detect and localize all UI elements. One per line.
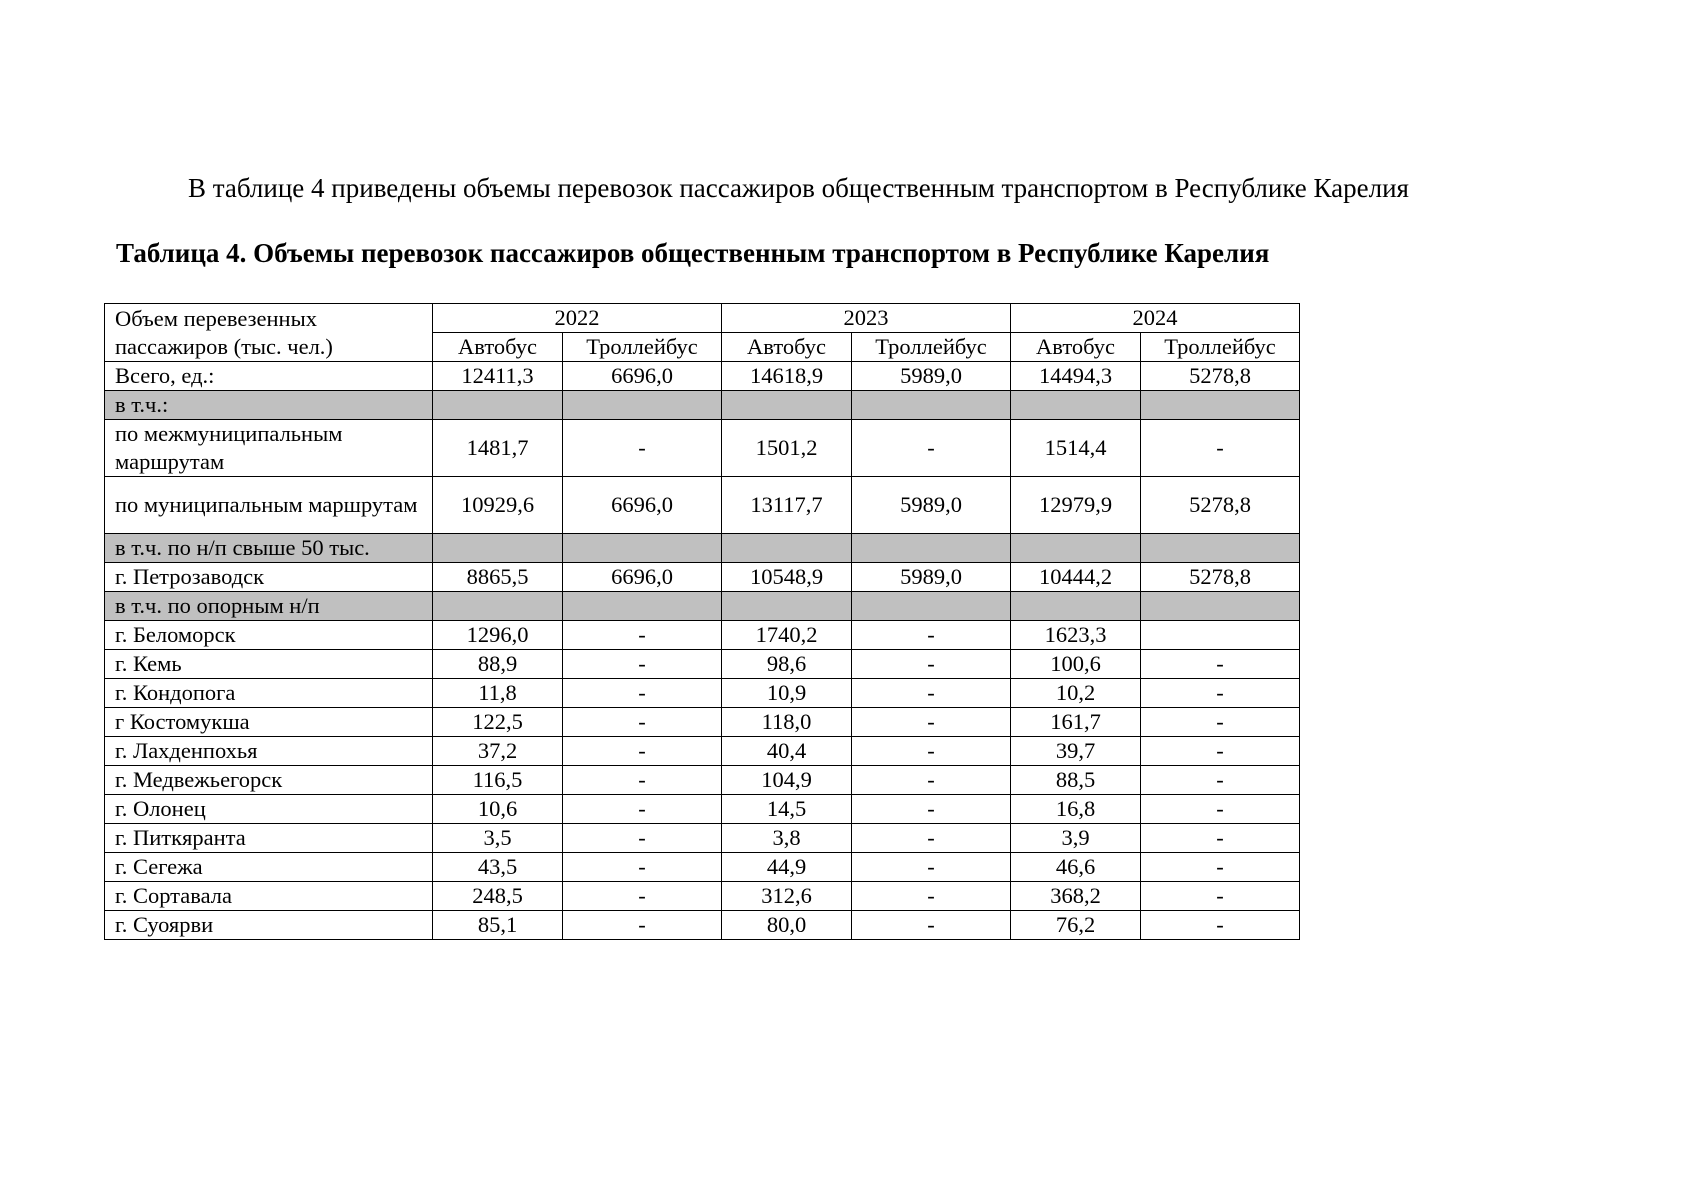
table-cell: 5278,8	[1141, 563, 1300, 592]
table-cell	[1011, 592, 1141, 621]
table-cell: 10,2	[1011, 679, 1141, 708]
row-label: г. Сегежа	[105, 853, 433, 882]
table-row	[105, 853, 1300, 882]
table-cell: 13117,7	[722, 477, 852, 534]
table-cell: -	[563, 766, 722, 795]
table-cell	[722, 592, 852, 621]
row-label: в т.ч. по опорным н/п	[105, 592, 433, 621]
table-body	[105, 362, 1300, 940]
table-cell: 1481,7	[433, 420, 563, 477]
table-row	[105, 795, 1300, 824]
table-cell: 14,5	[722, 795, 852, 824]
table-cell: 116,5	[433, 766, 563, 795]
table-row	[105, 766, 1300, 795]
table-cell: 88,9	[433, 650, 563, 679]
transport-header: Троллейбус	[852, 333, 1011, 362]
table-cell: 5989,0	[852, 362, 1011, 391]
table-cell: -	[563, 708, 722, 737]
table-cell: -	[1141, 420, 1300, 477]
transport-header: Автобус	[433, 333, 563, 362]
table-cell: 8865,5	[433, 563, 563, 592]
table-cell	[1141, 592, 1300, 621]
table-cell: 10929,6	[433, 477, 563, 534]
table-cell: 368,2	[1011, 882, 1141, 911]
table-cell	[852, 534, 1011, 563]
table-cell: 39,7	[1011, 737, 1141, 766]
row-label: г Костомукша	[105, 708, 433, 737]
table-cell: 6696,0	[563, 362, 722, 391]
table-cell: -	[563, 650, 722, 679]
table-cell: -	[1141, 650, 1300, 679]
table-cell: 3,9	[1011, 824, 1141, 853]
table-cell: -	[852, 795, 1011, 824]
row-label: г. Медвежьегорск	[105, 766, 433, 795]
table-cell: 5989,0	[852, 563, 1011, 592]
header-label: Объем перевезенных пассажиров (тыс. чел.)	[105, 304, 433, 362]
table-cell: -	[852, 420, 1011, 477]
table-cell: -	[563, 911, 722, 940]
table-cell: 40,4	[722, 737, 852, 766]
table-cell	[563, 534, 722, 563]
table-row	[105, 621, 1300, 650]
row-label: г. Лахденпохья	[105, 737, 433, 766]
table-cell: 14618,9	[722, 362, 852, 391]
table-row	[105, 824, 1300, 853]
table-row	[105, 563, 1300, 592]
table-cell: -	[852, 853, 1011, 882]
table-cell: -	[563, 737, 722, 766]
table-cell: 6696,0	[563, 563, 722, 592]
table-cell: -	[1141, 766, 1300, 795]
transport-header: Автобус	[722, 333, 852, 362]
table-cell: 161,7	[1011, 708, 1141, 737]
table-row	[105, 911, 1300, 940]
row-label: в т.ч.:	[105, 391, 433, 420]
table-cell: -	[563, 824, 722, 853]
table-cell	[1141, 391, 1300, 420]
table-cell: 1501,2	[722, 420, 852, 477]
table-row	[105, 592, 1300, 621]
table-cell: -	[1141, 708, 1300, 737]
table-cell	[852, 592, 1011, 621]
table-cell: 3,5	[433, 824, 563, 853]
row-label: по муниципальным маршрутам	[105, 477, 433, 534]
table-cell: -	[852, 882, 1011, 911]
row-label: г. Кондопога	[105, 679, 433, 708]
year-header: 2023	[722, 304, 1011, 333]
table-cell: 16,8	[1011, 795, 1141, 824]
table-cell: -	[852, 708, 1011, 737]
table-cell: 10548,9	[722, 563, 852, 592]
table-cell: -	[1141, 882, 1300, 911]
table-cell	[1141, 621, 1300, 650]
table-cell: 80,0	[722, 911, 852, 940]
table-cell: -	[563, 621, 722, 650]
table-cell: 37,2	[433, 737, 563, 766]
row-label: по межмуниципальным маршрутам	[105, 420, 433, 477]
table-row	[105, 679, 1300, 708]
table-cell: -	[563, 420, 722, 477]
table-cell	[563, 391, 722, 420]
table-cell: -	[1141, 911, 1300, 940]
table-cell: 98,6	[722, 650, 852, 679]
table-cell: -	[852, 737, 1011, 766]
table-cell	[852, 391, 1011, 420]
table-row	[105, 391, 1300, 420]
table-cell: 88,5	[1011, 766, 1141, 795]
table-cell: 100,6	[1011, 650, 1141, 679]
table-cell: 43,5	[433, 853, 563, 882]
table-cell: 44,9	[722, 853, 852, 882]
intro-paragraph: В таблице 4 приведены объемы перевозок пассажиров общественным транспортом в Республике Карелия	[188, 173, 1409, 203]
table-cell	[722, 391, 852, 420]
table-cell: 1514,4	[1011, 420, 1141, 477]
table-cell: -	[563, 853, 722, 882]
transport-header: Автобус	[1011, 333, 1141, 362]
row-label: г. Сортавала	[105, 882, 433, 911]
table-cell: -	[1141, 737, 1300, 766]
table-cell: 1623,3	[1011, 621, 1141, 650]
row-label: г. Беломорск	[105, 621, 433, 650]
table-cell: 104,9	[722, 766, 852, 795]
table-cell: 14494,3	[1011, 362, 1141, 391]
passenger-volume-table	[104, 303, 1300, 940]
table-cell: 6696,0	[563, 477, 722, 534]
year-header: 2024	[1011, 304, 1300, 333]
table-row	[105, 708, 1300, 737]
table-cell: -	[852, 621, 1011, 650]
row-label: в т.ч. по н/п свыше 50 тыс.	[105, 534, 433, 563]
row-label: Всего, ед.:	[105, 362, 433, 391]
table-cell: -	[852, 824, 1011, 853]
table-row	[105, 534, 1300, 563]
table-cell: -	[852, 766, 1011, 795]
table-row	[105, 362, 1300, 391]
table-cell: 85,1	[433, 911, 563, 940]
transport-header: Троллейбус	[563, 333, 722, 362]
table-cell	[722, 534, 852, 563]
table-cell: 76,2	[1011, 911, 1141, 940]
table-cell: -	[563, 795, 722, 824]
table-cell: -	[852, 650, 1011, 679]
transport-header: Троллейбус	[1141, 333, 1300, 362]
table-cell: 5278,8	[1141, 477, 1300, 534]
table-cell	[1011, 534, 1141, 563]
table-row	[105, 477, 1300, 534]
table-cell: -	[852, 911, 1011, 940]
year-header: 2022	[433, 304, 722, 333]
table-cell: 5278,8	[1141, 362, 1300, 391]
table-cell	[433, 534, 563, 563]
row-label: г. Олонец	[105, 795, 433, 824]
table-row	[105, 650, 1300, 679]
table-cell: 12411,3	[433, 362, 563, 391]
row-label: г. Суоярви	[105, 911, 433, 940]
table-cell: 10,6	[433, 795, 563, 824]
table-cell: 5989,0	[852, 477, 1011, 534]
header-row-years	[105, 304, 1300, 333]
table-cell	[433, 391, 563, 420]
table-cell: -	[1141, 679, 1300, 708]
table-cell: 10,9	[722, 679, 852, 708]
table-row	[105, 737, 1300, 766]
table-cell	[1141, 534, 1300, 563]
table-cell: -	[563, 679, 722, 708]
table-caption: Таблица 4. Объемы перевозок пассажиров общественным транспортом в Республике Карелия	[116, 238, 1270, 268]
table-cell: -	[852, 679, 1011, 708]
table-row	[105, 420, 1300, 477]
table-cell	[1011, 391, 1141, 420]
table-cell: 11,8	[433, 679, 563, 708]
table-cell	[563, 592, 722, 621]
table-cell: 46,6	[1011, 853, 1141, 882]
table-cell	[433, 592, 563, 621]
table-cell: 1296,0	[433, 621, 563, 650]
table-cell: -	[1141, 824, 1300, 853]
table-cell: -	[1141, 795, 1300, 824]
table-cell: 3,8	[722, 824, 852, 853]
table-cell: 1740,2	[722, 621, 852, 650]
table-cell: 118,0	[722, 708, 852, 737]
table-cell: 12979,9	[1011, 477, 1141, 534]
row-label: г. Питкяранта	[105, 824, 433, 853]
table-row	[105, 882, 1300, 911]
row-label: г. Кемь	[105, 650, 433, 679]
table-cell: 248,5	[433, 882, 563, 911]
table-cell: -	[563, 882, 722, 911]
table-cell: 312,6	[722, 882, 852, 911]
table-cell: 10444,2	[1011, 563, 1141, 592]
table-cell: 122,5	[433, 708, 563, 737]
table-cell: -	[1141, 853, 1300, 882]
row-label: г. Петрозаводск	[105, 563, 433, 592]
